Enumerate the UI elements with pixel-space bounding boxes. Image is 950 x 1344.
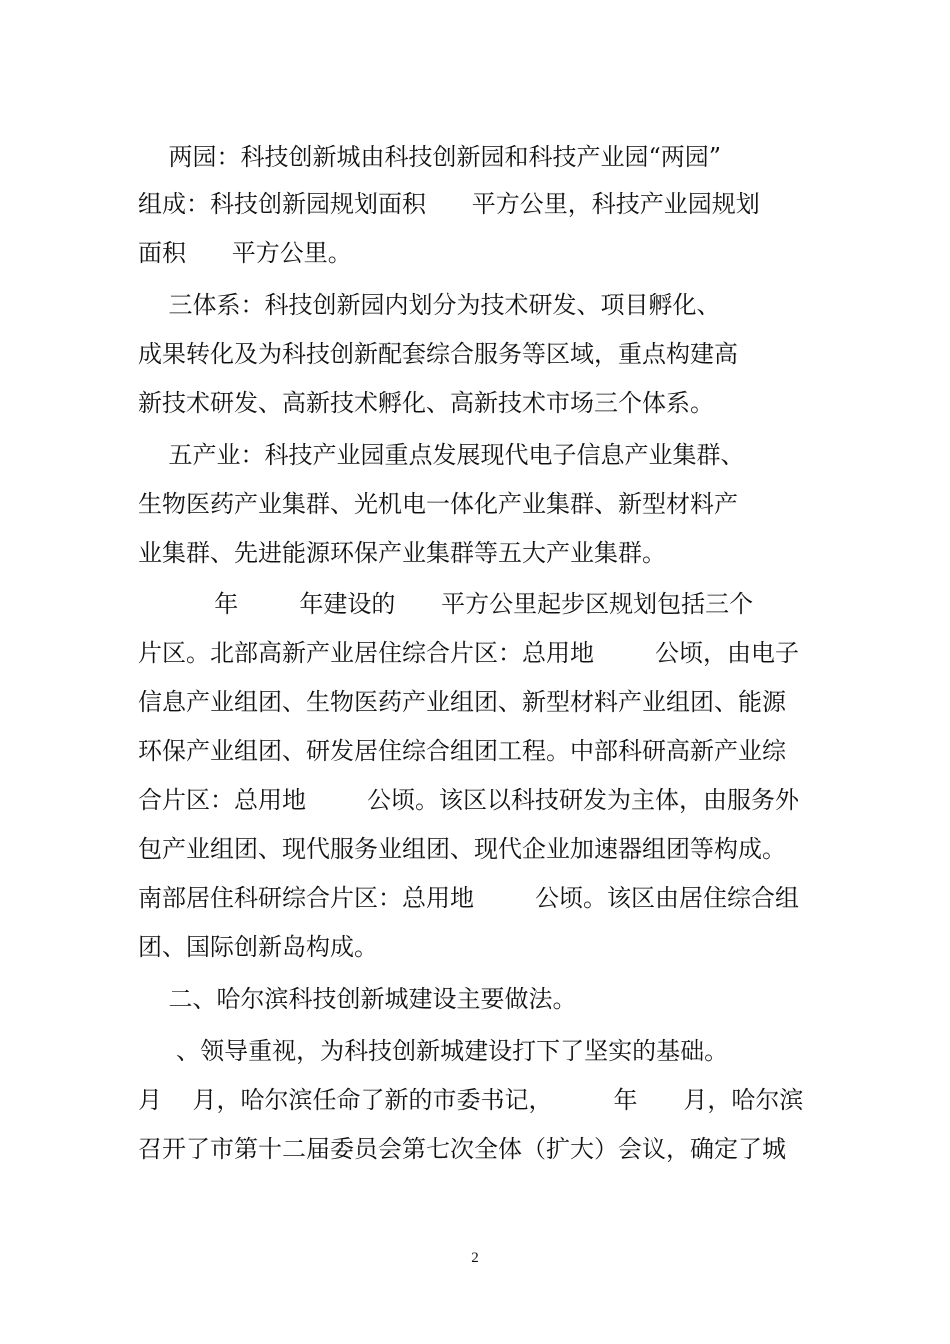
paragraph-line: 、领导重视，为科技创新城建设打下了坚实的基础。 [138, 1037, 729, 1065]
paragraph-line: 面积 平方公里。 [138, 239, 352, 267]
section-heading: 二、哈尔滨科技创新城建设主要做法。 [138, 985, 577, 1013]
paragraph-line: 环保产业组团、研发居住综合组团工程。中部科研高新产业综 [138, 737, 786, 765]
paragraph-line: 年 年建设的 平方公里起步区规划包括三个 [138, 590, 754, 618]
paragraph-line: 月 月，哈尔滨任命了新的市委书记， 年 月，哈尔滨 [138, 1086, 804, 1114]
paragraph-line: 三体系：科技创新园内划分为技术研发、项目孵化、 [138, 291, 721, 319]
paragraph-line: 生物医药产业集群、光机电一体化产业集群、新型材料产 [138, 490, 738, 518]
paragraph-line: 成果转化及为科技创新配套综合服务等区域，重点构建高 [138, 340, 738, 368]
paragraph-line: 信息产业组团、生物医药产业组团、新型材料产业组团、能源 [138, 688, 786, 716]
paragraph-line: 新技术研发、高新技术孵化、高新技术市场三个体系。 [138, 389, 714, 417]
paragraph-line: 召开了市第十二届委员会第七次全体（扩大）会议，确定了城 [138, 1135, 786, 1163]
paragraph-line: 南部居住科研综合片区：总用地 公顷。该区由居住综合组 [138, 884, 800, 912]
paragraph-line: 五产业：科技产业园重点发展现代电子信息产业集群、 [138, 441, 745, 469]
paragraph-line: 片区。北部高新产业居住综合片区：总用地 公顷，由电子 [138, 639, 800, 667]
paragraph-line: 业集群、先进能源环保产业集群等五大产业集群。 [138, 539, 666, 567]
paragraph-line: 合片区：总用地 公顷。该区以科技研发为主体，由服务外 [138, 786, 800, 814]
paragraph-line: 组成：科技创新园规划面积 平方公里，科技产业园规划 [138, 190, 760, 218]
paragraph-line: 包产业组团、现代服务业组团、现代企业加速器组团等构成。 [138, 835, 786, 863]
paragraph-line: 两园：科技创新城由科技创新园和科技产业园“两园” [138, 143, 722, 171]
paragraph-line: 团、国际创新岛构成。 [138, 933, 378, 961]
page-number: 2 [471, 1250, 479, 1266]
